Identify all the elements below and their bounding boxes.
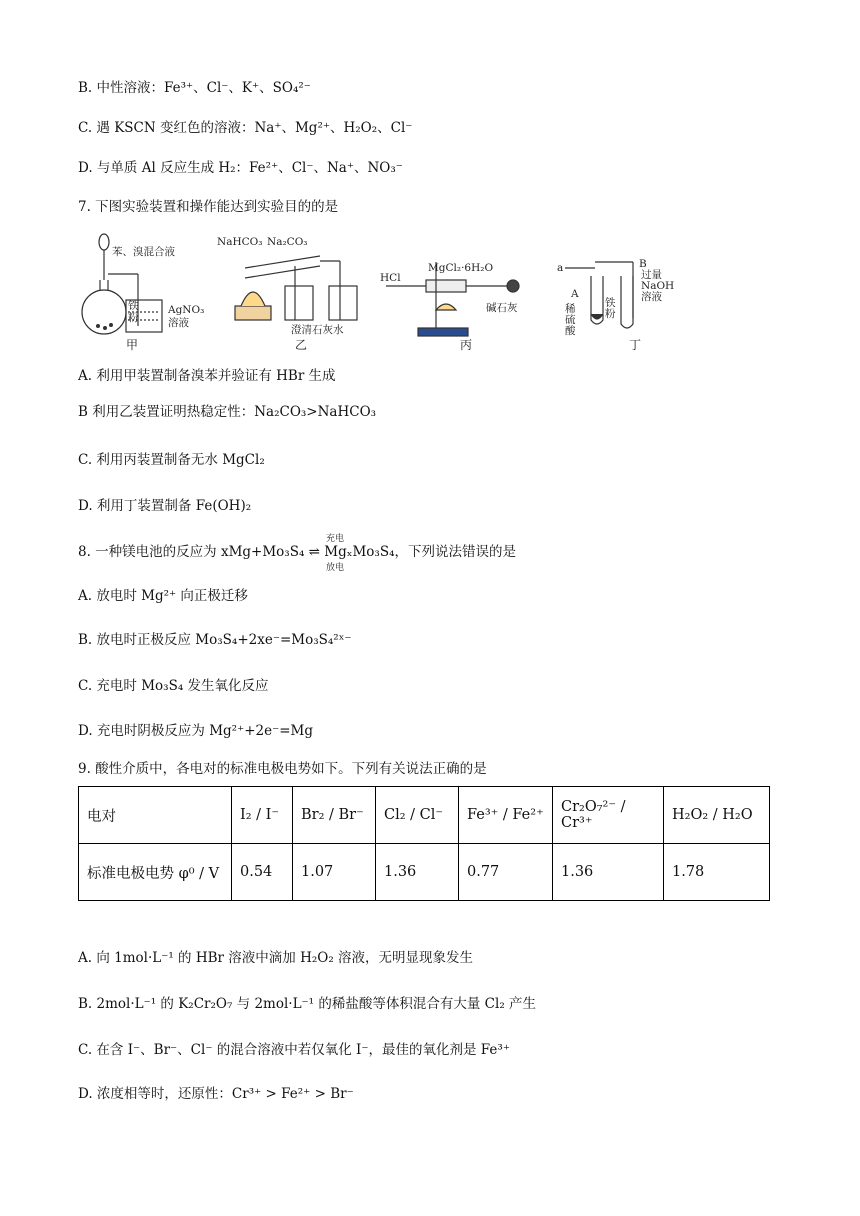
q7-option-b: B 利用乙装置证明热稳定性：Na₂CO₃>NaHCO₃ xyxy=(78,404,377,420)
table-cell: Cl₂ / Cl⁻ xyxy=(376,787,459,844)
table-cell: I₂ / I⁻ xyxy=(232,787,293,844)
q7-option-a: A. 利用甲装置制备溴苯并验证有 HBr 生成 xyxy=(78,368,336,384)
ding-acid-label: 稀 硫 酸 xyxy=(565,303,576,337)
bing-mgcl-label: MgCl₂·6H₂O xyxy=(428,262,494,274)
jia-reagent-label: 苯、溴混合液 xyxy=(112,246,175,258)
jia-agno3-label: AgNO₃ 溶液 xyxy=(168,304,205,329)
table-cell: 1.07 xyxy=(293,844,376,901)
yi-label: 乙 xyxy=(295,338,308,352)
q7-stem: 7. 下图实验装置和操作能达到实验目的的是 xyxy=(78,199,339,215)
q9-option-a: A. 向 1mol·L⁻¹ 的 HBr 溶液中滴加 H₂O₂ 溶液，无明显现象发生 xyxy=(78,950,474,966)
figure-yi xyxy=(215,228,375,353)
table-cell: 标准电极电势 φ⁰ / V xyxy=(79,844,232,901)
jia-label: 甲 xyxy=(126,338,139,352)
potential-table xyxy=(78,786,770,901)
table-cell: H₂O₂ / H₂O xyxy=(664,787,770,844)
q6-option-d: D. 与单质 Al 反应生成 H₂：Fe²⁺、Cl⁻、Na⁺、NO₃⁻ xyxy=(78,160,403,176)
q9-option-c: C. 在含 I⁻、Br⁻、Cl⁻ 的混合溶液中若仅氧化 I⁻，最佳的氧化剂是 Fe³⁺ xyxy=(78,1042,510,1058)
table-cell: Br₂ / Br⁻ xyxy=(293,787,376,844)
yi-nahco3-label: NaHCO₃ xyxy=(217,236,263,248)
apparatus-bing-diagram xyxy=(378,228,538,353)
q7-option-c: C. 利用丙装置制备无水 MgCl₂ xyxy=(78,452,265,468)
bing-hcl-label: HCl xyxy=(380,272,401,284)
arrow-discharge-label: 放电 xyxy=(326,563,345,573)
figure-bing xyxy=(378,228,538,353)
table-cell: 0.54 xyxy=(232,844,293,901)
table-cell: Fe³⁺ / Fe²⁺ xyxy=(459,787,553,844)
q6-option-b: B. 中性溶液：Fe³⁺、Cl⁻、K⁺、SO₄²⁻ xyxy=(78,80,311,96)
ding-a-label: a xyxy=(557,262,564,274)
q8-option-d: D. 充电时阴极反应为 Mg²⁺+2e⁻=Mg xyxy=(78,723,314,739)
arrow-charge-label: 充电 xyxy=(326,534,345,544)
q9-option-b: B. 2mol·L⁻¹ 的 K₂Cr₂O₇ 与 2mol·L⁻¹ 的稀盐酸等体积混合有大量 Cl₂ 产生 xyxy=(78,996,537,1012)
bing-soda-label: 碱石灰 xyxy=(486,302,518,314)
table-header-row xyxy=(79,787,770,844)
q8-option-c: C. 充电时 Mo₃S₄ 发生氧化反应 xyxy=(78,678,269,694)
q9-option-d: D. 浓度相等时，还原性：Cr³⁺ > Fe²⁺ > Br⁻ xyxy=(78,1086,354,1102)
bing-label: 丙 xyxy=(460,338,473,352)
table-cell: 0.77 xyxy=(459,844,553,901)
jia-iron-label: 铁 粉 xyxy=(128,300,139,324)
table-cell: 电对 xyxy=(79,787,232,844)
table-cell: Cr₂O₇²⁻ / Cr³⁺ xyxy=(553,787,664,844)
q6-option-c: C. 遇 KSCN 变红色的溶液：Na⁺、Mg²⁺、H₂O₂、Cl⁻ xyxy=(78,120,413,136)
yi-na2co3-label: Na₂CO₃ xyxy=(267,236,308,248)
ding-A-label: A xyxy=(571,288,579,300)
figure-jia xyxy=(78,228,208,353)
table-cell: 1.78 xyxy=(664,844,770,901)
q9-stem: 9. 酸性介质中，各电对的标准电极电势如下。下列有关说法正确的是 xyxy=(78,761,487,777)
table-cell: 1.36 xyxy=(376,844,459,901)
q8-option-b: B. 放电时正极反应 Mo₃S₄+2xe⁻=Mo₃S₄²ˣ⁻ xyxy=(78,632,352,648)
ding-label: 丁 xyxy=(629,338,642,352)
q8-option-a: A. 放电时 Mg²⁺ 向正极迁移 xyxy=(78,588,248,604)
yi-limewater-label: 澄清石灰水 xyxy=(291,324,344,336)
q8-stem: 8. 一种镁电池的反应为 xMg+Mo₃S₄ ⇌ MgₓMo₃S₄，下列说法错误的是 xyxy=(78,544,516,560)
ding-B-label: B xyxy=(639,258,647,270)
table-row xyxy=(79,844,770,901)
ding-naoh-label: 过量 NaOH 溶液 xyxy=(641,269,675,303)
ding-iron-label: 铁 粉 xyxy=(605,297,616,320)
table-cell: 1.36 xyxy=(553,844,664,901)
q7-option-d: D. 利用丁装置制备 Fe(OH)₂ xyxy=(78,498,252,514)
figure-ding xyxy=(555,258,705,353)
